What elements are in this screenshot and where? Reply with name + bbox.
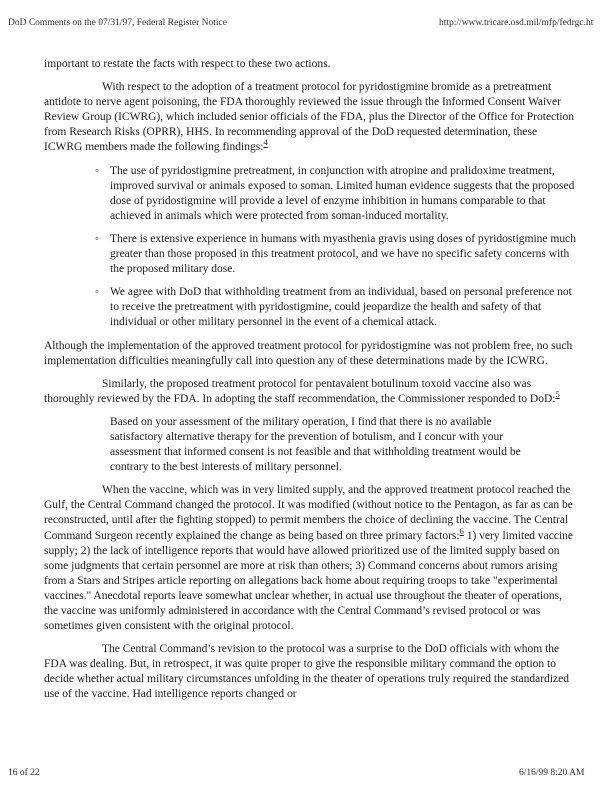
paragraph-pyridostigmine: [44, 80, 578, 155]
paragraph-central-command: [44, 483, 578, 634]
bullet-text: There is extensive experience in humans with myasthenia gravis using doses of pyridostigmine much greater than those proposed in this treatment protocol, and we have no specific safety concerns with the proposed military dose.: [110, 232, 576, 276]
paragraph-botulinum: [44, 377, 578, 407]
paragraph-revision: The Central Command’s revision to the protocol was a surprise to the DoD officials with whom the FDA was dealing. But, in retrospect, it was quite proper to give the responsible military command the option to decide whether actual military circumstances unfolding in the theater of operations truly required the standardized use of the vaccine. Had intelligence reports changed or: [44, 643, 569, 701]
bullet-icon: ◦: [95, 232, 99, 245]
document-body: [44, 57, 578, 711]
paragraph-text: When the vaccine, which was in very limited supply, and the approved treatment protocol reached the Gulf, the Central Command changed the protocol. It was modified (without notice to the Pentagon, as far as can be reconstructed, until after the fighting stopped) to permit members the choice of declining the vaccine. The Central Command Surgeon recently explained the change as being based on three primary factors:: [44, 484, 573, 542]
footer-timestamp: 6/16/99 8:20 AM: [519, 768, 585, 778]
bullet-item: [44, 232, 578, 277]
bullet-text: We agree with DoD that withholding treatment from an individual, based on personal preference not to receive the pretreatment with pyridostigmine, could jeopardize the health and safety of that individual or other military personnel in the event of a chemical attack.: [110, 286, 572, 329]
header-title: DoD Comments on the 07/31/97, Federal Register Notice: [8, 18, 227, 28]
page-footer: [0, 768, 612, 780]
footnote-ref-6[interactable]: 6: [459, 525, 464, 536]
bullet-item: [44, 164, 578, 224]
paragraph-continuation: important to restate the facts with respect to these two actions.: [44, 58, 331, 70]
paragraph-text: Similarly, the proposed treatment protocol for pentavalent botulinum toxoid vaccine also was thoroughly reviewed by the FDA. In adopting the staff recommendation, the Commissioner responded to DoD:: [44, 377, 556, 405]
blockquote-commissioner: Based on your assessment of the military operation, I find that there is no available satisfactory alternative therapy for the prevention of botulism, and I concur with your assessment that informed consent is not feasible and that withholding treatment would be contrary to the best interests of military personnel.: [110, 415, 521, 474]
header-url: http://www.tricare.osd.mil/mfp/fedrgc.ht: [439, 18, 594, 28]
bullet-item: [44, 285, 578, 330]
paragraph-text: With respect to the adoption of a treatment protocol for pyridostigmine bromide as a pretreatment antidote to nerve agent poisoning, the FDA thoroughly reviewed the issue through the Informed Consent Waiver Review Group (ICWRG), which included senior officials of the FDA, plus the Director of the Office for Protection from Research Risks (OPRR), HHS. In recommending approval of the DoD requested determination, these ICWRG members made the following findings:: [44, 81, 575, 154]
footer-page-number: 16 of 22: [8, 768, 40, 778]
paragraph-text: 1) very limited vaccine supply; 2) the lack of intelligence reports that would have allowed prioritized use of the limited supply based on some judgments that certain personnel are more at risk than others; 3) Command concerns about rumors arising from a Stars and Stripes article reporting on allegations back home about requiring troops to take "experimental vaccines." Anecdotal reports leave somewhat unclear whether, in actual use throughout the theater of operations, the vaccine was uniformly administered in accordance with the Central Command’s revised protocol or was sometimes given consistent with the original protocol.: [44, 529, 574, 633]
paragraph-implementation: Although the implementation of the approved treatment protocol for pyridostigmine was not problem free, no such implementation difficulties meaningfully call into question any of these determinations made by the ICWRG.: [44, 339, 573, 367]
footnote-ref-4[interactable]: 4: [263, 137, 268, 148]
findings-bullet-list: [44, 164, 578, 331]
bullet-text: The use of pyridostigmine pretreatment, in conjunction with atropine and pralidoxime treatment, improved survival or animals exposed to soman. Limited human evidence suggests that the proposed dose of pyridostigmine will provide a level of enzyme inhibition in humans comparable to that achieved in animals which were protected from soman-induced mortality.: [110, 164, 575, 222]
bullet-icon: ◦: [95, 286, 99, 299]
footnote-ref-5[interactable]: 5: [555, 388, 560, 399]
bullet-icon: ◦: [95, 164, 99, 177]
